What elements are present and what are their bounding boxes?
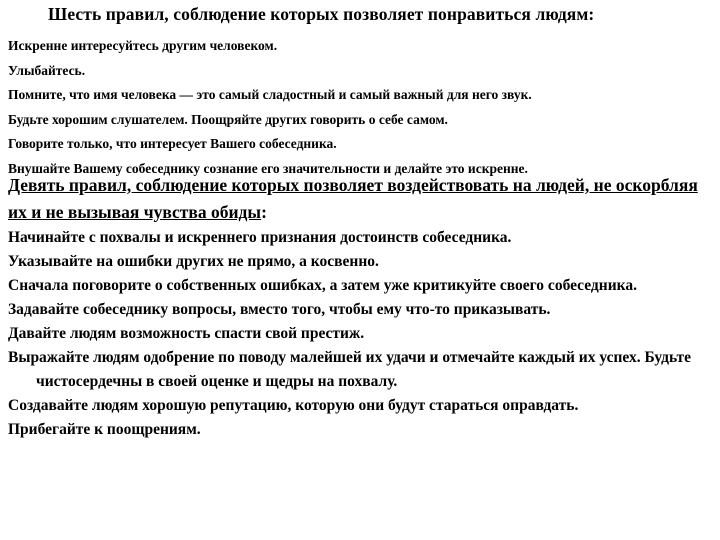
section1-item: Искренне интересуйтесь другим человеком. [8,38,278,53]
section1-item: Внушайте Вашему собеседнику сознание его значительности и делайте это искренне. [8,160,528,176]
section1-item: Говорите только, что интересует Вашего собеседника. [8,136,337,151]
section1-title: Шесть правил, соблюдение которых позволяет понравиться людям: [48,4,595,24]
section2-item: Создавайте людям хорошую репутацию, которую они будут стараться оправдать. [8,397,579,414]
section2-item: Сначала поговорите о собственных ошибках, а затем уже критикуйте своего собеседника. [8,277,637,294]
section2 [8,172,713,442]
section1-item: Помните, что имя человека — это самый сладостный и самый важный для него звук. [8,87,532,102]
section1-item: Улыбайтесь. [8,62,86,78]
section2-item: Начинайте с похвалы и искреннего признания достоинств собеседника. [8,229,512,246]
section1-item: Будьте хорошим слушателем. Поощряйте других говорить о себе самом. [8,111,448,127]
section2-title-colon: : [261,202,267,222]
section2-item: Прибегайте к поощрениям. [8,421,201,438]
section2-title-text: Девять правил, соблюдение которых позволяет воздейcтвовать на людей, не оскорбляя их и не вызывая чувства обиды [8,175,698,222]
section2-item: Давайте людям возможность спасти свой престиж. [8,325,365,342]
section2-item: Задавайте собеседнику вопросы, вместо того, чтобы ему что-то приказывать. [8,301,551,318]
section1-list [8,34,713,181]
section2-item: Выражайте людям одобрение по поводу малейшей их удачи и отмечайте каждый их успех. Будьте чистосердечны в своей оценке и щедры на похвалу. [8,349,692,390]
section2-item: Указывайте на ошибки других не прямо, а косвенно. [8,253,379,270]
section2-list [8,226,713,442]
section2-title [8,172,713,226]
